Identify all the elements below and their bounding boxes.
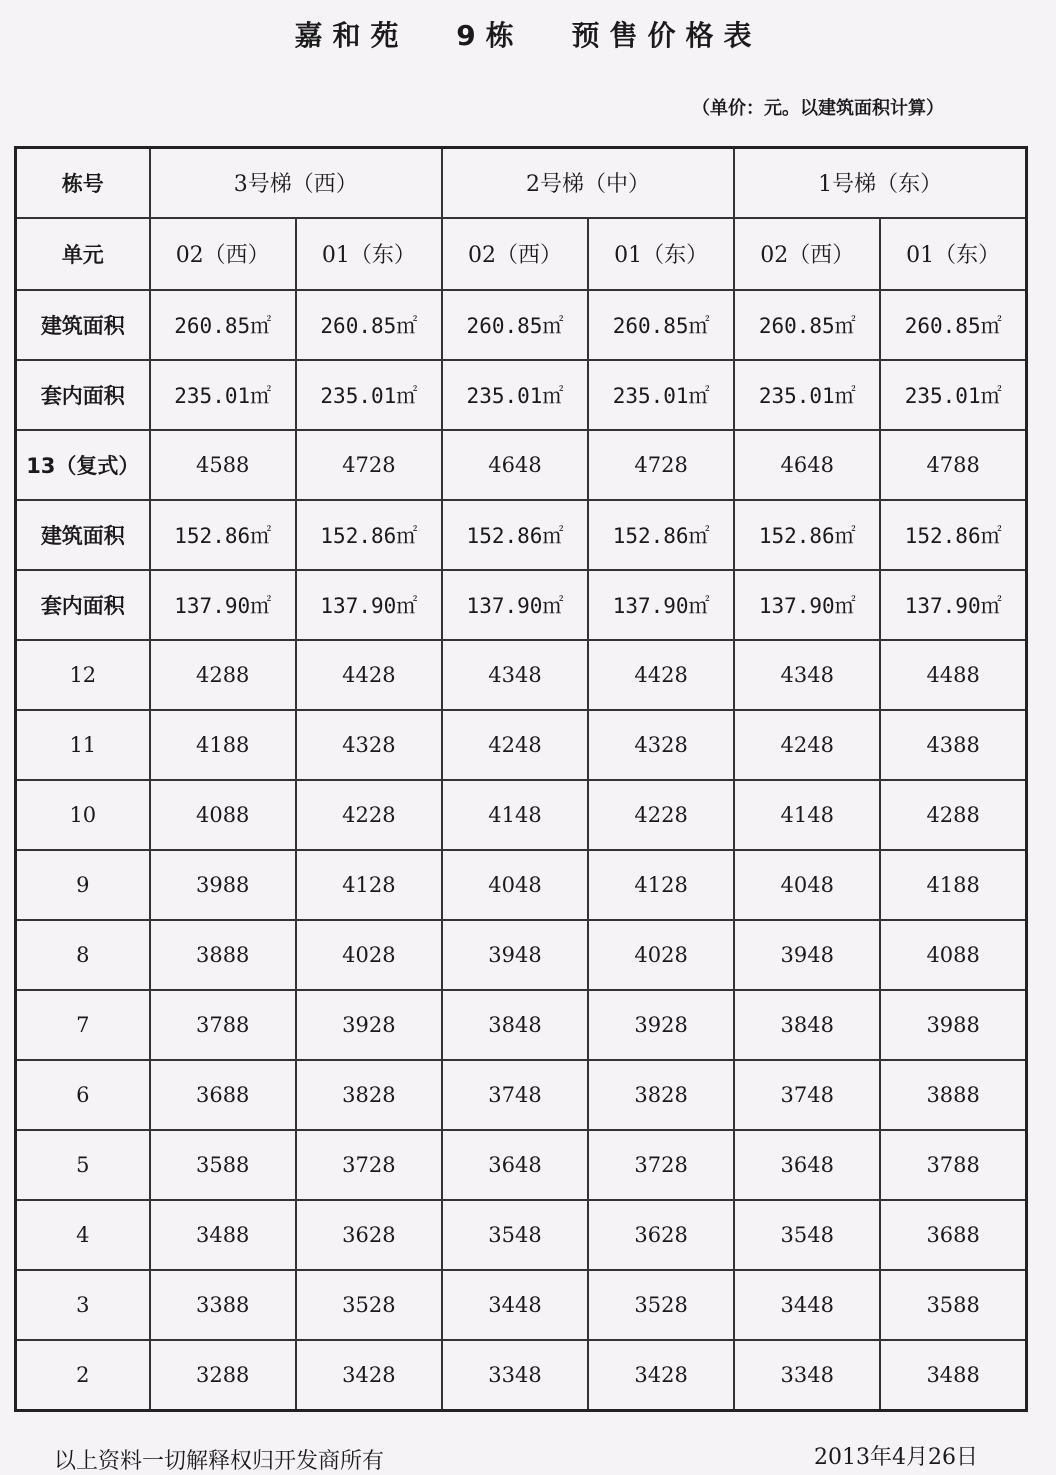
price-cell: 3428 xyxy=(588,1340,734,1410)
row-label: 5 xyxy=(16,1130,150,1200)
unit-note: （单价：元。以建筑面积计算） xyxy=(692,98,944,119)
price-cell: 3588 xyxy=(880,1270,1026,1340)
price-cell: 3588 xyxy=(150,1130,296,1200)
price-cell: 3488 xyxy=(150,1200,296,1270)
table-row xyxy=(16,500,1027,570)
price-cell: 4188 xyxy=(150,710,296,780)
unit-label: 单元 xyxy=(16,218,150,290)
price-cell: 4488 xyxy=(880,640,1026,710)
unit-header: 01（东） xyxy=(296,218,442,290)
price-cell: 4328 xyxy=(588,710,734,780)
price-cell: 3928 xyxy=(296,990,442,1060)
area-cell: 152.86㎡ xyxy=(880,500,1026,570)
price-cell: 3548 xyxy=(442,1200,588,1270)
price-cell: 4028 xyxy=(296,920,442,990)
price-cell: 3848 xyxy=(442,990,588,1060)
row-label: 8 xyxy=(16,920,150,990)
price-cell: 3288 xyxy=(150,1340,296,1410)
title-label: 预售价格表 xyxy=(571,19,762,52)
area-cell: 235.01㎡ xyxy=(734,360,880,430)
price-cell: 4648 xyxy=(442,430,588,500)
price-cell: 4328 xyxy=(296,710,442,780)
price-cell: 3448 xyxy=(734,1270,880,1340)
price-cell: 3788 xyxy=(150,990,296,1060)
price-cell: 3348 xyxy=(442,1340,588,1410)
area-cell: 260.85㎡ xyxy=(296,290,442,360)
table-row xyxy=(16,1270,1027,1340)
area-cell: 235.01㎡ xyxy=(588,360,734,430)
price-cell: 4248 xyxy=(734,710,880,780)
price-cell: 3728 xyxy=(588,1130,734,1200)
price-cell: 4348 xyxy=(734,640,880,710)
title-project: 嘉和苑 xyxy=(294,19,409,52)
price-cell: 4428 xyxy=(588,640,734,710)
table-row xyxy=(16,920,1027,990)
area-cell: 137.90㎡ xyxy=(150,570,296,640)
row-label: 套内面积 xyxy=(16,360,150,430)
stair-2-middle: 2号梯（中） xyxy=(442,148,734,218)
page-title xyxy=(0,14,1056,54)
price-cell: 3748 xyxy=(734,1060,880,1130)
table-row xyxy=(16,640,1027,710)
row-label: 建筑面积 xyxy=(16,290,150,360)
price-cell: 3748 xyxy=(442,1060,588,1130)
table-row xyxy=(16,570,1027,640)
price-cell: 4188 xyxy=(880,850,1026,920)
price-cell: 3828 xyxy=(588,1060,734,1130)
price-cell: 4148 xyxy=(734,780,880,850)
price-cell: 3688 xyxy=(880,1200,1026,1270)
area-cell: 137.90㎡ xyxy=(296,570,442,640)
price-cell: 3628 xyxy=(588,1200,734,1270)
area-cell: 235.01㎡ xyxy=(880,360,1026,430)
price-cell: 3928 xyxy=(588,990,734,1060)
row-label: 11 xyxy=(16,710,150,780)
table-row xyxy=(16,290,1027,360)
header-row-unit xyxy=(16,218,1027,290)
price-cell: 4288 xyxy=(880,780,1026,850)
area-cell: 260.85㎡ xyxy=(880,290,1026,360)
area-cell: 137.90㎡ xyxy=(588,570,734,640)
price-cell: 3548 xyxy=(734,1200,880,1270)
table-row xyxy=(16,1340,1027,1410)
price-cell: 4028 xyxy=(588,920,734,990)
row-label: 6 xyxy=(16,1060,150,1130)
area-cell: 260.85㎡ xyxy=(442,290,588,360)
row-label: 10 xyxy=(16,780,150,850)
price-cell: 3448 xyxy=(442,1270,588,1340)
price-cell: 4048 xyxy=(442,850,588,920)
table-row xyxy=(16,780,1027,850)
row-label: 建筑面积 xyxy=(16,500,150,570)
row-label: 7 xyxy=(16,990,150,1060)
price-cell: 4588 xyxy=(150,430,296,500)
area-cell: 260.85㎡ xyxy=(734,290,880,360)
price-cell: 3388 xyxy=(150,1270,296,1340)
unit-header: 01（东） xyxy=(588,218,734,290)
price-cell: 4128 xyxy=(588,850,734,920)
price-cell: 3888 xyxy=(880,1060,1026,1130)
price-cell: 3628 xyxy=(296,1200,442,1270)
table-row xyxy=(16,1130,1027,1200)
unit-header: 02（西） xyxy=(150,218,296,290)
price-cell: 4648 xyxy=(734,430,880,500)
price-cell: 3948 xyxy=(734,920,880,990)
table-row xyxy=(16,430,1027,500)
price-cell: 3988 xyxy=(150,850,296,920)
price-cell: 4088 xyxy=(880,920,1026,990)
price-cell: 3988 xyxy=(880,990,1026,1060)
price-cell: 4728 xyxy=(588,430,734,500)
price-cell: 4228 xyxy=(588,780,734,850)
table-row xyxy=(16,360,1027,430)
price-cell: 3348 xyxy=(734,1340,880,1410)
area-cell: 152.86㎡ xyxy=(296,500,442,570)
price-cell: 4348 xyxy=(442,640,588,710)
unit-header: 01（东） xyxy=(880,218,1026,290)
footer-note: 以上资料一切解释权归开发商所有 xyxy=(54,1449,385,1474)
row-label: 4 xyxy=(16,1200,150,1270)
price-cell: 3488 xyxy=(880,1340,1026,1410)
price-cell: 3528 xyxy=(588,1270,734,1340)
price-cell: 3828 xyxy=(296,1060,442,1130)
price-cell: 4788 xyxy=(880,430,1026,500)
price-cell: 3688 xyxy=(150,1060,296,1130)
table-row xyxy=(16,710,1027,780)
price-cell: 3888 xyxy=(150,920,296,990)
row-label: 2 xyxy=(16,1340,150,1410)
area-cell: 152.86㎡ xyxy=(442,500,588,570)
area-cell: 152.86㎡ xyxy=(150,500,296,570)
table-row xyxy=(16,1060,1027,1130)
price-cell: 4148 xyxy=(442,780,588,850)
area-cell: 152.86㎡ xyxy=(734,500,880,570)
price-cell: 3728 xyxy=(296,1130,442,1200)
price-cell: 3948 xyxy=(442,920,588,990)
price-cell: 4088 xyxy=(150,780,296,850)
price-cell: 4388 xyxy=(880,710,1026,780)
unit-header: 02（西） xyxy=(442,218,588,290)
table-row xyxy=(16,1200,1027,1270)
area-cell: 137.90㎡ xyxy=(442,570,588,640)
price-cell: 3528 xyxy=(296,1270,442,1340)
area-cell: 260.85㎡ xyxy=(150,290,296,360)
price-cell: 3848 xyxy=(734,990,880,1060)
price-cell: 3648 xyxy=(442,1130,588,1200)
table-row xyxy=(16,850,1027,920)
row-label: 套内面积 xyxy=(16,570,150,640)
row-label: 9 xyxy=(16,850,150,920)
title-building: 9栋 xyxy=(456,19,524,52)
area-cell: 260.85㎡ xyxy=(588,290,734,360)
price-cell: 3788 xyxy=(880,1130,1026,1200)
price-table xyxy=(14,146,1028,1412)
area-cell: 137.90㎡ xyxy=(880,570,1026,640)
building-label: 栋号 xyxy=(16,148,150,218)
price-cell: 4428 xyxy=(296,640,442,710)
row-label: 12 xyxy=(16,640,150,710)
area-cell: 152.86㎡ xyxy=(588,500,734,570)
area-cell: 235.01㎡ xyxy=(442,360,588,430)
header-row-building xyxy=(16,148,1027,218)
area-cell: 137.90㎡ xyxy=(734,570,880,640)
price-cell: 4248 xyxy=(442,710,588,780)
price-cell: 3648 xyxy=(734,1130,880,1200)
area-cell: 235.01㎡ xyxy=(150,360,296,430)
unit-header: 02（西） xyxy=(734,218,880,290)
price-cell: 4128 xyxy=(296,850,442,920)
price-cell: 3428 xyxy=(296,1340,442,1410)
price-cell: 4728 xyxy=(296,430,442,500)
table-row xyxy=(16,990,1027,1060)
price-cell: 4288 xyxy=(150,640,296,710)
row-label: 13（复式） xyxy=(16,430,150,500)
stair-3-west: 3号梯（西） xyxy=(150,148,442,218)
area-cell: 235.01㎡ xyxy=(296,360,442,430)
price-cell: 4048 xyxy=(734,850,880,920)
stair-1-east: 1号梯（东） xyxy=(734,148,1026,218)
row-label: 3 xyxy=(16,1270,150,1340)
price-cell: 4228 xyxy=(296,780,442,850)
footer-date: 2013年4月26日 xyxy=(814,1445,978,1470)
